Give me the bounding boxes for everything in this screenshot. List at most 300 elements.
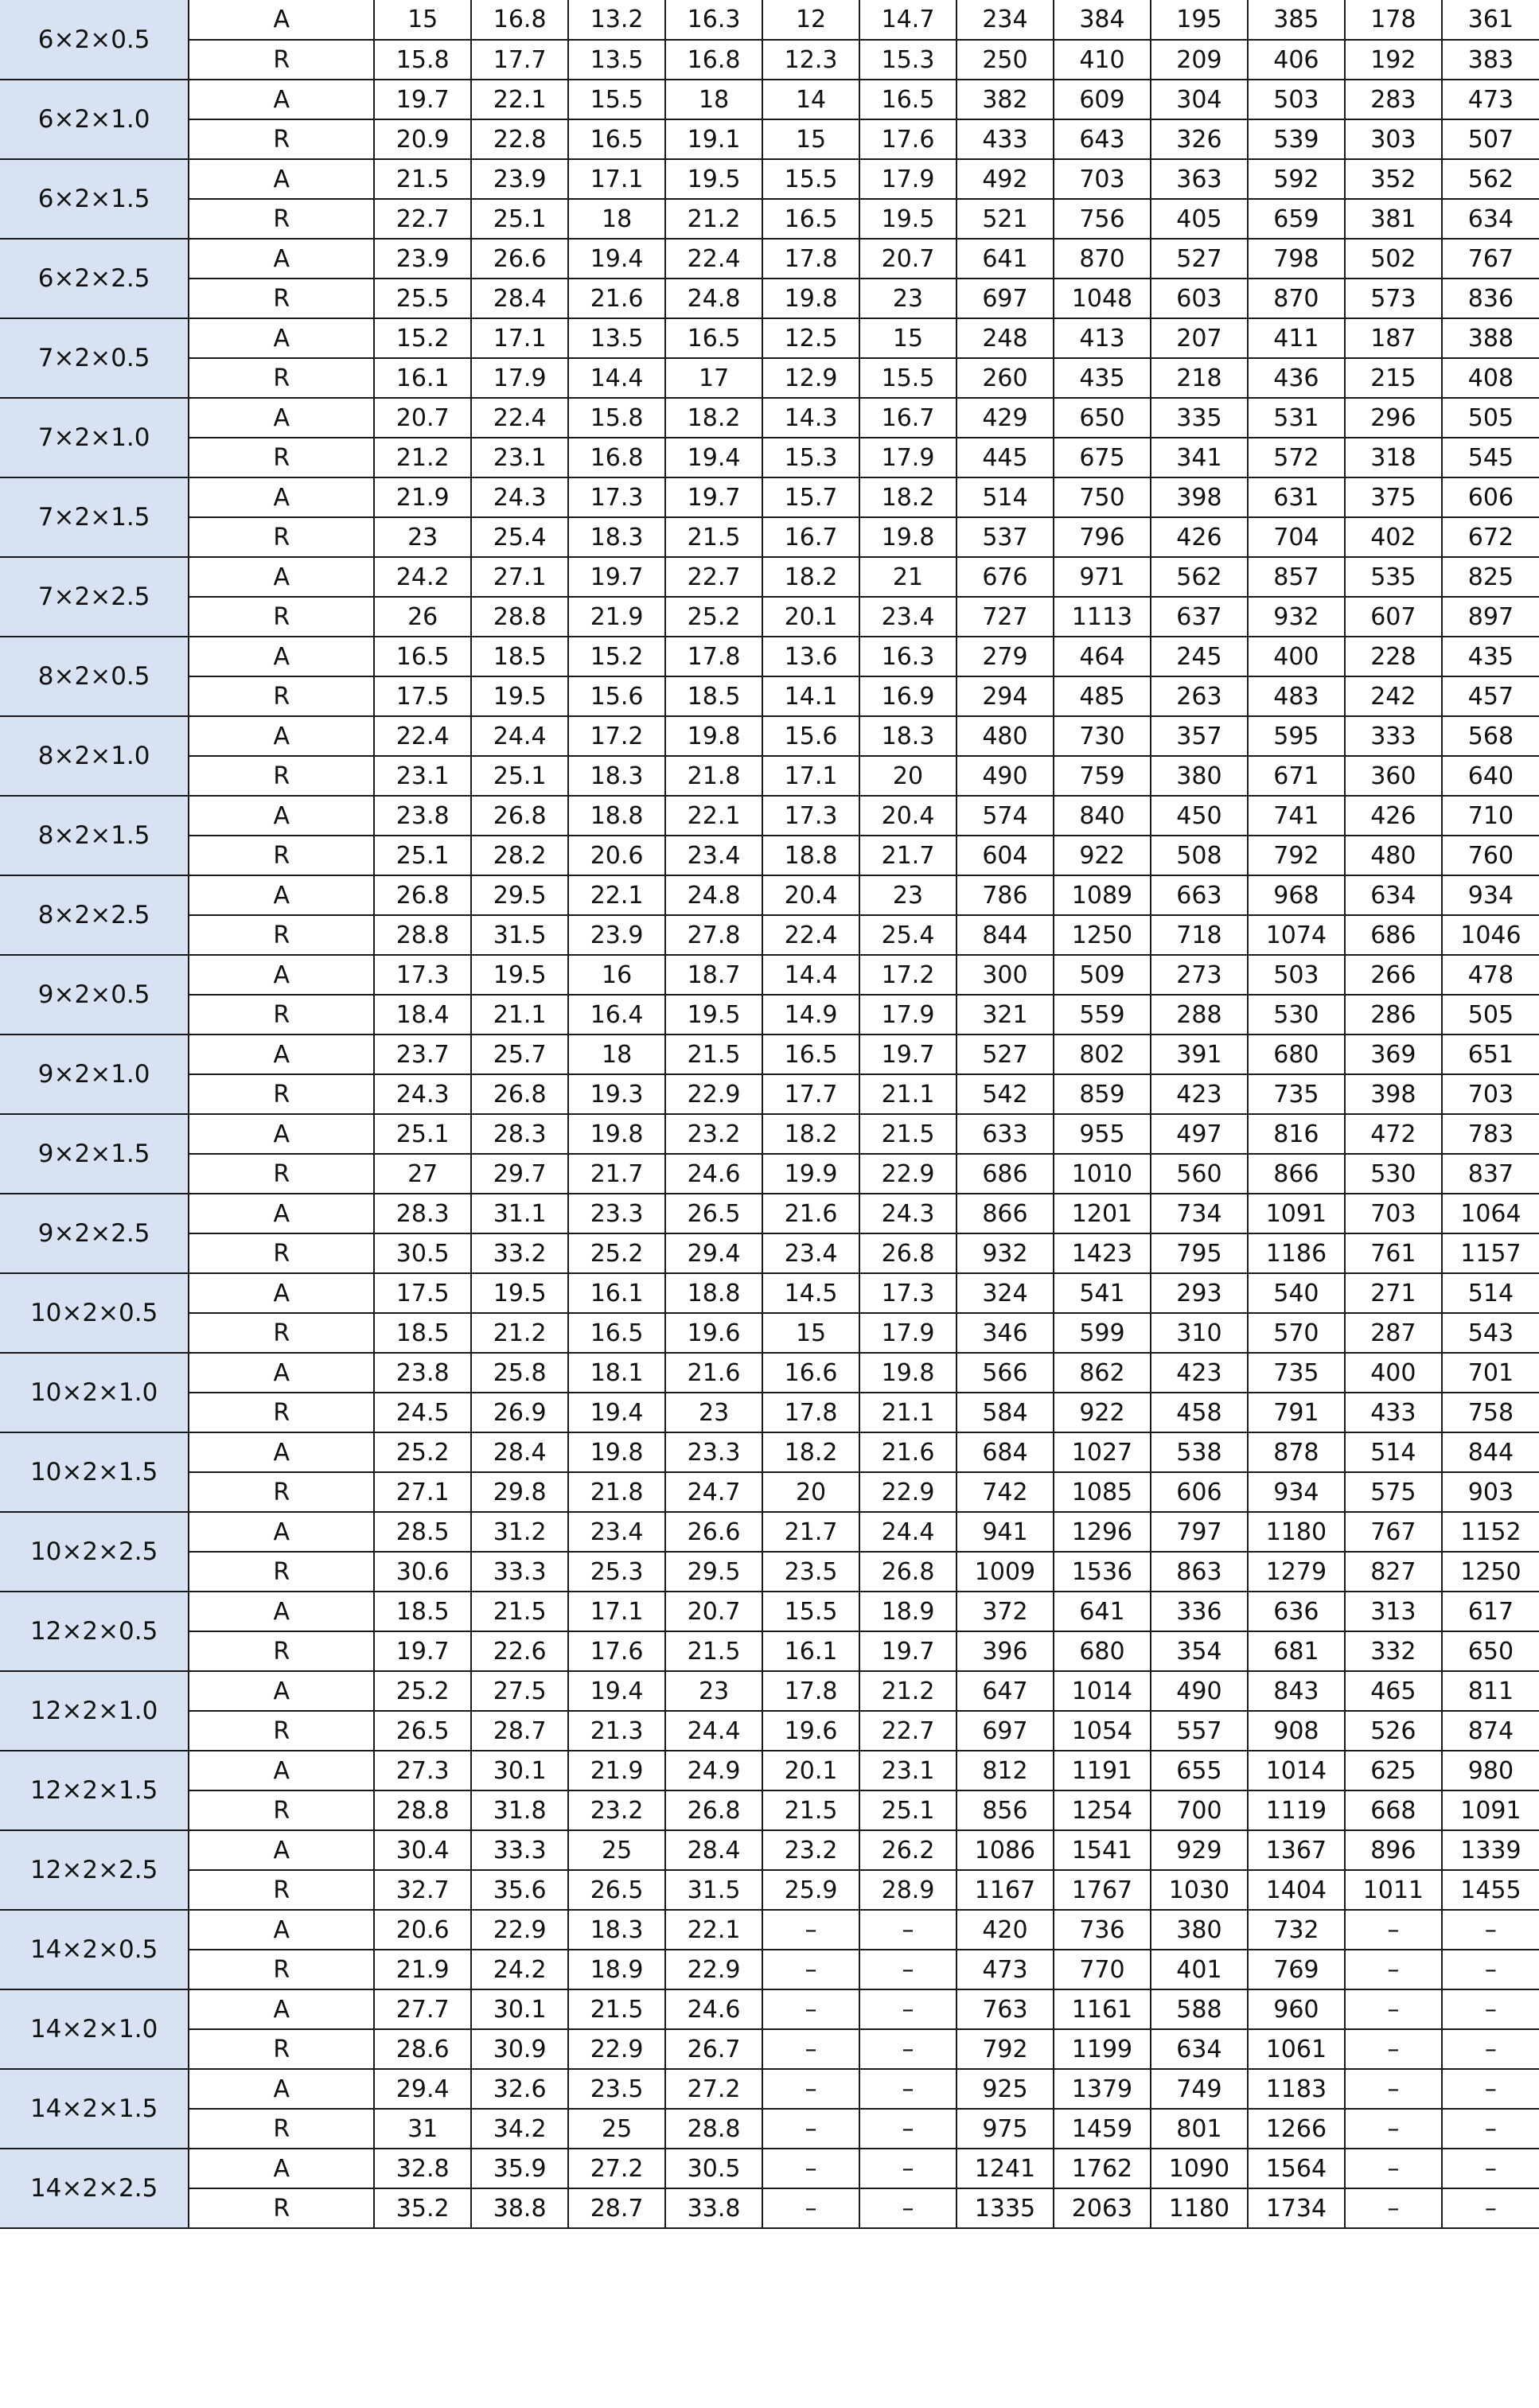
value-cell: 288: [1151, 995, 1248, 1035]
value-cell: 20.6: [568, 836, 665, 875]
value-cell: 25.1: [374, 836, 471, 875]
value-cell: 25.1: [859, 1790, 957, 1830]
value-cell: 14: [762, 80, 859, 119]
value-cell: 19.4: [568, 1393, 665, 1432]
value-cell: 25.4: [859, 915, 957, 955]
value-cell: 192: [1345, 40, 1442, 80]
value-cell: 30.1: [471, 1989, 568, 2029]
table-row: [0, 2149, 1539, 2188]
value-cell: –: [762, 1950, 859, 1989]
value-cell: 15.7: [762, 477, 859, 517]
value-cell: 26.8: [859, 1233, 957, 1273]
value-cell: 16.6: [762, 1353, 859, 1393]
value-cell: 16.4: [568, 995, 665, 1035]
value-cell: 22.9: [859, 1472, 957, 1512]
type-cell: A: [189, 1194, 374, 1233]
value-cell: 30.4: [374, 1830, 471, 1870]
value-cell: 24.6: [665, 1989, 762, 2029]
value-cell: 12.3: [762, 40, 859, 80]
value-cell: 23.2: [762, 1830, 859, 1870]
value-cell: 527: [1151, 239, 1248, 279]
value-cell: 433: [1345, 1393, 1442, 1432]
value-cell: 18: [665, 80, 762, 119]
value-cell: –: [1442, 2029, 1539, 2069]
value-cell: 35.9: [471, 2149, 568, 2188]
table-row: [0, 1711, 1539, 1751]
value-cell: 30.1: [471, 1751, 568, 1790]
value-cell: 980: [1442, 1751, 1539, 1790]
type-cell: R: [189, 2029, 374, 2069]
value-cell: 21.7: [568, 1154, 665, 1194]
value-cell: 749: [1151, 2069, 1248, 2109]
value-cell: 21.7: [859, 836, 957, 875]
value-cell: 22.8: [471, 119, 568, 159]
value-cell: 29.4: [374, 2069, 471, 2109]
value-cell: 1180: [1151, 2188, 1248, 2228]
value-cell: 792: [957, 2029, 1054, 2069]
value-cell: 15.5: [859, 358, 957, 398]
value-cell: 15.6: [762, 716, 859, 756]
value-cell: 19.5: [859, 199, 957, 239]
value-cell: 23.2: [665, 1114, 762, 1154]
value-cell: 16: [568, 955, 665, 995]
table-row: [0, 279, 1539, 318]
value-cell: 606: [1442, 477, 1539, 517]
table-row: [0, 1074, 1539, 1114]
value-cell: 18.2: [762, 557, 859, 597]
value-cell: 1030: [1151, 1870, 1248, 1910]
value-cell: 33.3: [471, 1830, 568, 1870]
value-cell: –: [1442, 2149, 1539, 2188]
value-cell: 1014: [1248, 1751, 1345, 1790]
value-cell: 242: [1345, 676, 1442, 716]
value-cell: 17.3: [374, 955, 471, 995]
value-cell: 26.7: [665, 2029, 762, 2069]
value-cell: 23.1: [471, 438, 568, 477]
value-cell: 1074: [1248, 915, 1345, 955]
value-cell: 538: [1151, 1432, 1248, 1472]
value-cell: 18.5: [374, 1592, 471, 1631]
value-cell: 25.2: [374, 1432, 471, 1472]
value-cell: 16.8: [568, 438, 665, 477]
value-cell: 22.9: [665, 1074, 762, 1114]
value-cell: 25.7: [471, 1035, 568, 1074]
value-cell: 215: [1345, 358, 1442, 398]
type-cell: R: [189, 438, 374, 477]
table-row: [0, 1751, 1539, 1790]
value-cell: 18.3: [568, 517, 665, 557]
value-cell: 1201: [1054, 1194, 1151, 1233]
value-cell: 932: [1248, 597, 1345, 637]
value-cell: 1335: [957, 2188, 1054, 2228]
value-cell: 971: [1054, 557, 1151, 597]
value-cell: 795: [1151, 1233, 1248, 1273]
value-cell: 17.3: [568, 477, 665, 517]
value-cell: 19.5: [665, 995, 762, 1035]
value-cell: 27.2: [665, 2069, 762, 2109]
value-cell: 20.9: [374, 119, 471, 159]
value-cell: 1091: [1248, 1194, 1345, 1233]
value-cell: 1536: [1054, 1552, 1151, 1592]
value-cell: 530: [1248, 995, 1345, 1035]
value-cell: 398: [1151, 477, 1248, 517]
value-cell: 1183: [1248, 2069, 1345, 2109]
value-cell: 802: [1054, 1035, 1151, 1074]
value-cell: 14.5: [762, 1273, 859, 1313]
value-cell: 402: [1345, 517, 1442, 557]
type-cell: A: [189, 1512, 374, 1552]
value-cell: 680: [1248, 1035, 1345, 1074]
value-cell: 28.4: [471, 1432, 568, 1472]
value-cell: 514: [1442, 1273, 1539, 1313]
value-cell: 539: [1248, 119, 1345, 159]
value-cell: 609: [1054, 80, 1151, 119]
value-cell: 1161: [1054, 1989, 1151, 2029]
value-cell: 503: [1248, 955, 1345, 995]
value-cell: –: [859, 2069, 957, 2109]
type-cell: R: [189, 517, 374, 557]
value-cell: 15.8: [568, 398, 665, 438]
value-cell: 801: [1151, 2109, 1248, 2149]
value-cell: 25.2: [568, 1233, 665, 1273]
value-cell: 12.5: [762, 318, 859, 358]
table-row: [0, 2188, 1539, 2228]
value-cell: –: [762, 2149, 859, 2188]
value-cell: 24.7: [665, 1472, 762, 1512]
value-cell: 543: [1442, 1313, 1539, 1353]
value-cell: 294: [957, 676, 1054, 716]
table-row: [0, 318, 1539, 358]
type-cell: R: [189, 1950, 374, 1989]
value-cell: 955: [1054, 1114, 1151, 1154]
value-cell: 17.6: [859, 119, 957, 159]
size-cell: 10×2×1.5: [0, 1432, 189, 1512]
value-cell: 19.5: [471, 1273, 568, 1313]
value-cell: 651: [1442, 1035, 1539, 1074]
value-cell: 326: [1151, 119, 1248, 159]
value-cell: 18.2: [762, 1114, 859, 1154]
value-cell: 566: [957, 1353, 1054, 1393]
value-cell: 20.7: [374, 398, 471, 438]
value-cell: 497: [1151, 1114, 1248, 1154]
value-cell: 32.6: [471, 2069, 568, 2109]
table-row: [0, 1432, 1539, 1472]
value-cell: 21.1: [859, 1074, 957, 1114]
table-row: [0, 676, 1539, 716]
value-cell: –: [1345, 2149, 1442, 2188]
type-cell: A: [189, 875, 374, 915]
value-cell: 584: [957, 1393, 1054, 1432]
value-cell: 303: [1345, 119, 1442, 159]
value-cell: 514: [957, 477, 1054, 517]
value-cell: 346: [957, 1313, 1054, 1353]
value-cell: 797: [1151, 1512, 1248, 1552]
value-cell: 903: [1442, 1472, 1539, 1512]
value-cell: 383: [1442, 40, 1539, 80]
value-cell: 783: [1442, 1114, 1539, 1154]
value-cell: 18.5: [665, 676, 762, 716]
value-cell: 650: [1442, 1631, 1539, 1671]
value-cell: 1009: [957, 1552, 1054, 1592]
value-cell: 17.5: [374, 676, 471, 716]
value-cell: 21.8: [568, 1472, 665, 1512]
value-cell: 14.1: [762, 676, 859, 716]
value-cell: 22.4: [665, 239, 762, 279]
type-cell: A: [189, 318, 374, 358]
value-cell: –: [859, 2029, 957, 2069]
table-row: [0, 1790, 1539, 1830]
value-cell: 21.1: [859, 1393, 957, 1432]
value-cell: 310: [1151, 1313, 1248, 1353]
value-cell: 22.4: [374, 716, 471, 756]
value-cell: 17.5: [374, 1273, 471, 1313]
value-cell: 1404: [1248, 1870, 1345, 1910]
type-cell: A: [189, 1910, 374, 1950]
value-cell: 535: [1345, 557, 1442, 597]
value-cell: 26.8: [471, 796, 568, 836]
value-cell: 12.9: [762, 358, 859, 398]
table-row: [0, 477, 1539, 517]
value-cell: 435: [1054, 358, 1151, 398]
value-cell: 17.9: [859, 438, 957, 477]
value-cell: 759: [1054, 756, 1151, 796]
value-cell: 758: [1442, 1393, 1539, 1432]
value-cell: 18.2: [859, 477, 957, 517]
value-cell: 17.8: [762, 1671, 859, 1711]
value-cell: 19.1: [665, 119, 762, 159]
size-cell: 9×2×1.5: [0, 1114, 189, 1194]
size-cell: 9×2×1.0: [0, 1035, 189, 1114]
value-cell: 15.2: [568, 637, 665, 676]
value-cell: 17.9: [471, 358, 568, 398]
value-cell: 14.4: [762, 955, 859, 995]
value-cell: 521: [957, 199, 1054, 239]
value-cell: 24.3: [374, 1074, 471, 1114]
value-cell: 16.3: [859, 637, 957, 676]
size-cell: 6×2×1.0: [0, 80, 189, 159]
value-cell: 1011: [1345, 1870, 1442, 1910]
value-cell: 17.1: [568, 1592, 665, 1631]
value-cell: 354: [1151, 1631, 1248, 1671]
value-cell: 975: [957, 2109, 1054, 2149]
value-cell: 25.3: [568, 1552, 665, 1592]
value-cell: 406: [1248, 40, 1345, 80]
value-cell: 19.8: [568, 1432, 665, 1472]
value-cell: 31.5: [471, 915, 568, 955]
value-cell: 684: [957, 1432, 1054, 1472]
value-cell: 429: [957, 398, 1054, 438]
type-cell: A: [189, 796, 374, 836]
value-cell: 647: [957, 1671, 1054, 1711]
type-cell: R: [189, 1472, 374, 1512]
value-cell: 21.5: [762, 1790, 859, 1830]
type-cell: A: [189, 159, 374, 199]
table-row: [0, 756, 1539, 796]
value-cell: 335: [1151, 398, 1248, 438]
value-cell: 21.2: [471, 1313, 568, 1353]
value-cell: 23.9: [568, 915, 665, 955]
value-cell: 15.6: [568, 676, 665, 716]
value-cell: 20.1: [762, 597, 859, 637]
value-cell: 25.2: [665, 597, 762, 637]
table-row: [0, 398, 1539, 438]
value-cell: 960: [1248, 1989, 1345, 2029]
value-cell: 24.9: [665, 1751, 762, 1790]
value-cell: –: [762, 1989, 859, 2029]
table-row: [0, 80, 1539, 119]
value-cell: 686: [1345, 915, 1442, 955]
value-cell: 17.9: [859, 159, 957, 199]
size-cell: 14×2×1.0: [0, 1989, 189, 2069]
value-cell: 22.1: [665, 796, 762, 836]
table-row: [0, 517, 1539, 557]
value-cell: 16.5: [859, 80, 957, 119]
value-cell: 16.9: [859, 676, 957, 716]
value-cell: 13.6: [762, 637, 859, 676]
value-cell: 16.5: [762, 1035, 859, 1074]
value-cell: 727: [957, 597, 1054, 637]
value-cell: 24.6: [665, 1154, 762, 1194]
size-cell: 14×2×2.5: [0, 2149, 189, 2228]
value-cell: 16.5: [762, 199, 859, 239]
value-cell: 25: [568, 2109, 665, 2149]
value-cell: 1367: [1248, 1830, 1345, 1870]
value-cell: 30.9: [471, 2029, 568, 2069]
value-cell: –: [762, 2069, 859, 2109]
type-cell: A: [189, 1592, 374, 1631]
size-cell: 10×2×1.0: [0, 1353, 189, 1432]
value-cell: 1266: [1248, 2109, 1345, 2149]
value-cell: 14.9: [762, 995, 859, 1035]
value-cell: –: [1345, 2069, 1442, 2109]
type-cell: A: [189, 398, 374, 438]
value-cell: 380: [1151, 756, 1248, 796]
value-cell: 735: [1248, 1074, 1345, 1114]
table-row: [0, 1114, 1539, 1154]
type-cell: R: [189, 1790, 374, 1830]
value-cell: 33.2: [471, 1233, 568, 1273]
value-cell: 604: [957, 836, 1054, 875]
table-row: [0, 1472, 1539, 1512]
value-cell: 697: [957, 279, 1054, 318]
value-cell: 530: [1345, 1154, 1442, 1194]
value-cell: –: [859, 2109, 957, 2149]
type-cell: A: [189, 1273, 374, 1313]
table-row: [0, 1631, 1539, 1671]
value-cell: 473: [957, 1950, 1054, 1989]
value-cell: 1564: [1248, 2149, 1345, 2188]
value-cell: 25.8: [471, 1353, 568, 1393]
table-row: [0, 1393, 1539, 1432]
value-cell: 17.8: [762, 1393, 859, 1432]
size-cell: 9×2×0.5: [0, 955, 189, 1035]
value-cell: 866: [1248, 1154, 1345, 1194]
value-cell: 426: [1151, 517, 1248, 557]
value-cell: 21.6: [859, 1432, 957, 1472]
value-cell: 18.8: [665, 1273, 762, 1313]
value-cell: 23.7: [374, 1035, 471, 1074]
value-cell: 17.9: [859, 995, 957, 1035]
value-cell: 641: [1054, 1592, 1151, 1631]
type-cell: A: [189, 1114, 374, 1154]
value-cell: 874: [1442, 1711, 1539, 1751]
value-cell: 734: [1151, 1194, 1248, 1233]
value-cell: 1085: [1054, 1472, 1151, 1512]
table-row: [0, 119, 1539, 159]
value-cell: 28.3: [471, 1114, 568, 1154]
value-cell: 595: [1248, 716, 1345, 756]
type-cell: A: [189, 557, 374, 597]
value-cell: 492: [957, 159, 1054, 199]
value-cell: 941: [957, 1512, 1054, 1552]
value-cell: 23.4: [859, 597, 957, 637]
value-cell: 324: [957, 1273, 1054, 1313]
size-cell: 8×2×1.0: [0, 716, 189, 796]
value-cell: 16.7: [859, 398, 957, 438]
value-cell: 643: [1054, 119, 1151, 159]
value-cell: 18: [568, 1035, 665, 1074]
value-cell: –: [1345, 1910, 1442, 1950]
value-cell: 18: [568, 199, 665, 239]
value-cell: 23.8: [374, 1353, 471, 1393]
value-cell: 786: [957, 875, 1054, 915]
value-cell: 263: [1151, 676, 1248, 716]
value-cell: 385: [1248, 0, 1345, 40]
value-cell: 13.2: [568, 0, 665, 40]
value-cell: 436: [1248, 358, 1345, 398]
value-cell: 625: [1345, 1751, 1442, 1790]
value-cell: 15: [374, 0, 471, 40]
type-cell: R: [189, 676, 374, 716]
type-cell: R: [189, 1393, 374, 1432]
value-cell: –: [1345, 2188, 1442, 2228]
value-cell: 27.1: [471, 557, 568, 597]
table-row: [0, 716, 1539, 756]
value-cell: 570: [1248, 1313, 1345, 1353]
value-cell: 763: [957, 1989, 1054, 2029]
value-cell: 634: [1151, 2029, 1248, 2069]
size-cell: 10×2×2.5: [0, 1512, 189, 1592]
value-cell: 17.8: [665, 637, 762, 676]
value-cell: 30.5: [374, 1233, 471, 1273]
value-cell: 357: [1151, 716, 1248, 756]
table-row: [0, 1830, 1539, 1870]
value-cell: 283: [1345, 80, 1442, 119]
value-cell: 29.7: [471, 1154, 568, 1194]
value-cell: 24.8: [665, 279, 762, 318]
value-cell: 23.5: [762, 1552, 859, 1592]
value-cell: –: [859, 1950, 957, 1989]
value-cell: 17.1: [471, 318, 568, 358]
value-cell: –: [859, 2149, 957, 2188]
value-cell: 273: [1151, 955, 1248, 995]
value-cell: 588: [1151, 1989, 1248, 2029]
value-cell: 827: [1345, 1552, 1442, 1592]
value-cell: 559: [1054, 995, 1151, 1035]
value-cell: 1423: [1054, 1233, 1151, 1273]
type-cell: R: [189, 2109, 374, 2149]
value-cell: 16.1: [374, 358, 471, 398]
value-cell: 1767: [1054, 1870, 1151, 1910]
value-cell: 21.5: [665, 1631, 762, 1671]
value-cell: 271: [1345, 1273, 1442, 1313]
value-cell: 922: [1054, 836, 1151, 875]
value-cell: 28.8: [665, 2109, 762, 2149]
value-cell: 341: [1151, 438, 1248, 477]
value-cell: 21.5: [665, 1035, 762, 1074]
value-cell: 38.8: [471, 2188, 568, 2228]
value-cell: 26.5: [665, 1194, 762, 1233]
